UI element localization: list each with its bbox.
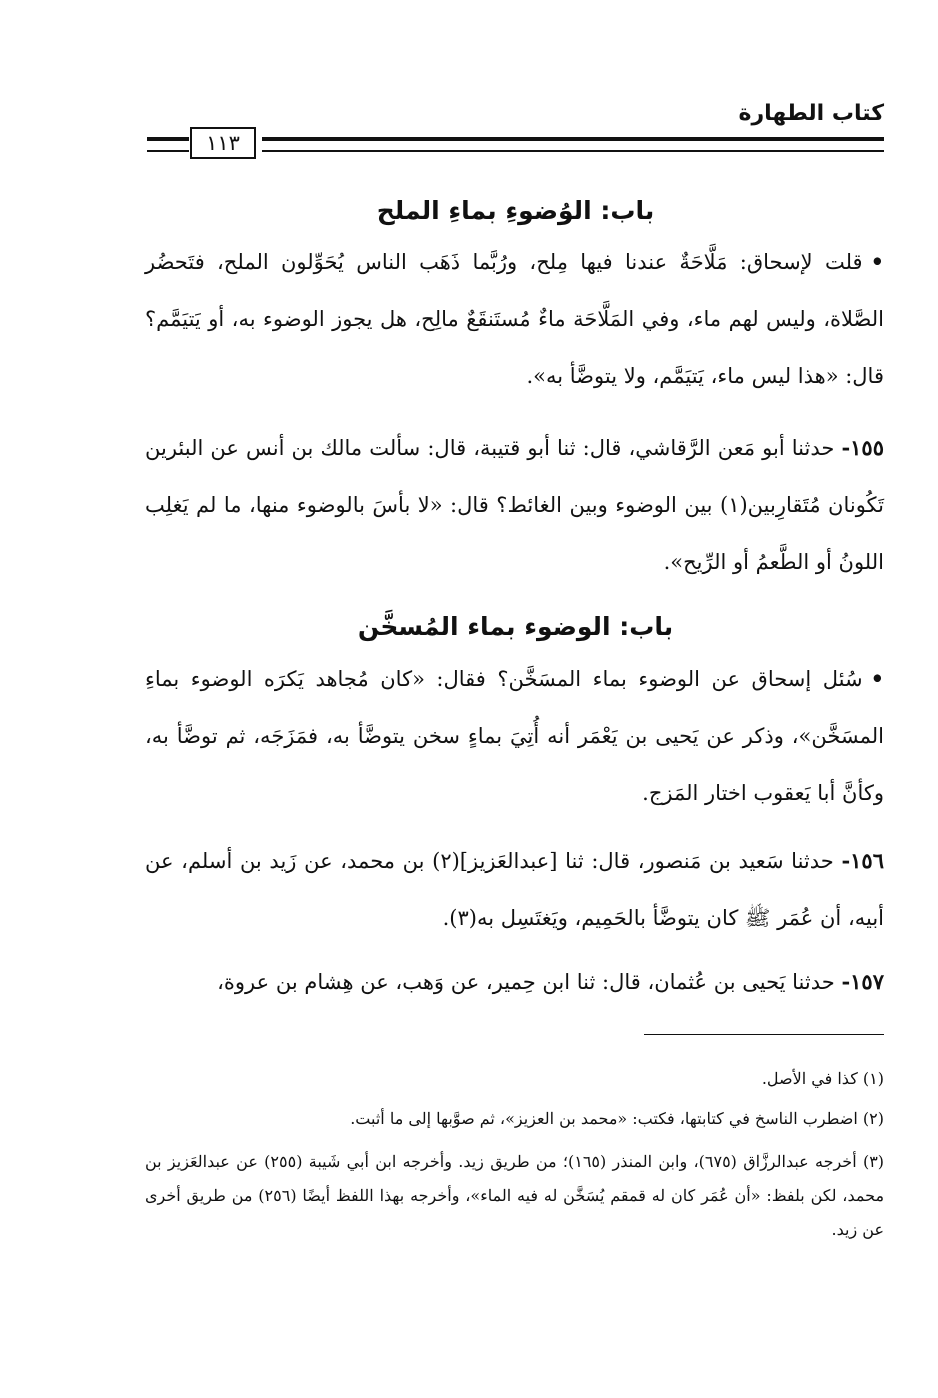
section1-intro-text: قلت لإسحاق: مَلَّاحَةٌ عندنا فيها مِلح، ورُبَّما ذَهَب الناس يُحَوِّلون الملح، فتَحضُر الصَّلاة، وليس لهم ماء، وفي المَلَّاحَة ماءٌ مُستَنقَعٌ مالِح، هل يجوز الوضوء به، أو يَتيَمَّم؟ قال: «هذا ليس ماء، يَتيَمَّم، ولا يتوضَّأ به». bbox=[145, 250, 884, 388]
hadith-155-text: حدثنا أبو مَعن الرَّقاشي، قال: ثنا أبو قتيبة، قال: سألت مالك بن أنس عن البئرين تَكُونان مُتَقارِبين(١) بين الوضوء وبين الغائط؟ قال: «لا بأسَ بالوضوء منها، ما لم يَغلِب اللونُ أو الطَّعمُ أو الرِّيح». bbox=[145, 436, 885, 574]
hadith-number: ١٥٥- bbox=[841, 435, 884, 460]
footnote-3: (٣) أخرجه عبدالرزَّاق (٦٧٥)، وابن المنذر (١٦٥)؛ من طريق زيد. وأخرجه ابن أبي شَيبة (٢٥٥) عن عبدالعَزيز بن محمد، لكن بلفظ: «أن عُمَر كان له قمقم يُسَخَّن له فيه الماء»، وأخرجه بهذا اللفظ أيضًا (٢٥٦) من طريق أخرى عن زيد. bbox=[145, 1152, 885, 1239]
hadith-155 bbox=[145, 419, 884, 591]
bullet-icon: • bbox=[870, 249, 884, 274]
section-heading-heated-water: باب: الوضوء بماء المُسخَّن bbox=[357, 612, 674, 641]
bullet-icon: • bbox=[870, 666, 884, 691]
hadith-number: ١٥٧- bbox=[841, 969, 884, 994]
section2-intro-text: سُئل إسحاق عن الوضوء بماء المسَخَّن؟ فقال: «كان مُجاهد يَكرَه الوضوء بماءِ المسَخَّن»، وذكر عن يَحيى بن يَعْمَر أنه أُتِيَ بماءٍ سخن يتوضَّأ به، فمَزَجَه، ثم توضَّأ به، وكأنَّ أبا يَعقوب اختار المَزج. bbox=[145, 667, 884, 805]
section-heading-salt-water: باب: الوُضوءِ بماءِ الملح bbox=[376, 196, 655, 225]
hadith-157 bbox=[145, 953, 884, 1011]
running-title: كتاب الطهارة bbox=[738, 101, 884, 126]
footnote-2: (٢) اضطرب الناسخ في كتابتها، فكتب: «محمد بن العزيز»، ثم صوَّبها إلى ما أثبت. bbox=[350, 1109, 884, 1128]
section1-intro bbox=[145, 233, 884, 405]
footnote-separator bbox=[644, 1034, 884, 1035]
header-rule bbox=[262, 137, 884, 152]
section2-intro bbox=[145, 650, 884, 822]
header-rule-left bbox=[147, 137, 189, 152]
hadith-156-text: حدثنا سَعيد بن مَنصور، قال: ثنا [عبدالعَزيز](٢) بن محمد، عن زَيد بن أسلم، عن أبيه، أن عُمَر ﷺ كان يتوضَّأ بالحَمِيم، ويَغتَسِل به(٣). bbox=[145, 849, 884, 930]
footnote-1: (١) كذا في الأصل. bbox=[761, 1069, 884, 1088]
hadith-157-text: حدثنا يَحيى بن عُثمان، قال: ثنا ابن حِمير، عن وَهب، عن هِشام بن عروة، bbox=[217, 970, 835, 994]
hadith-156 bbox=[145, 832, 884, 947]
page-number: ١١٣ bbox=[190, 127, 256, 159]
hadith-number: ١٥٦- bbox=[841, 848, 884, 873]
